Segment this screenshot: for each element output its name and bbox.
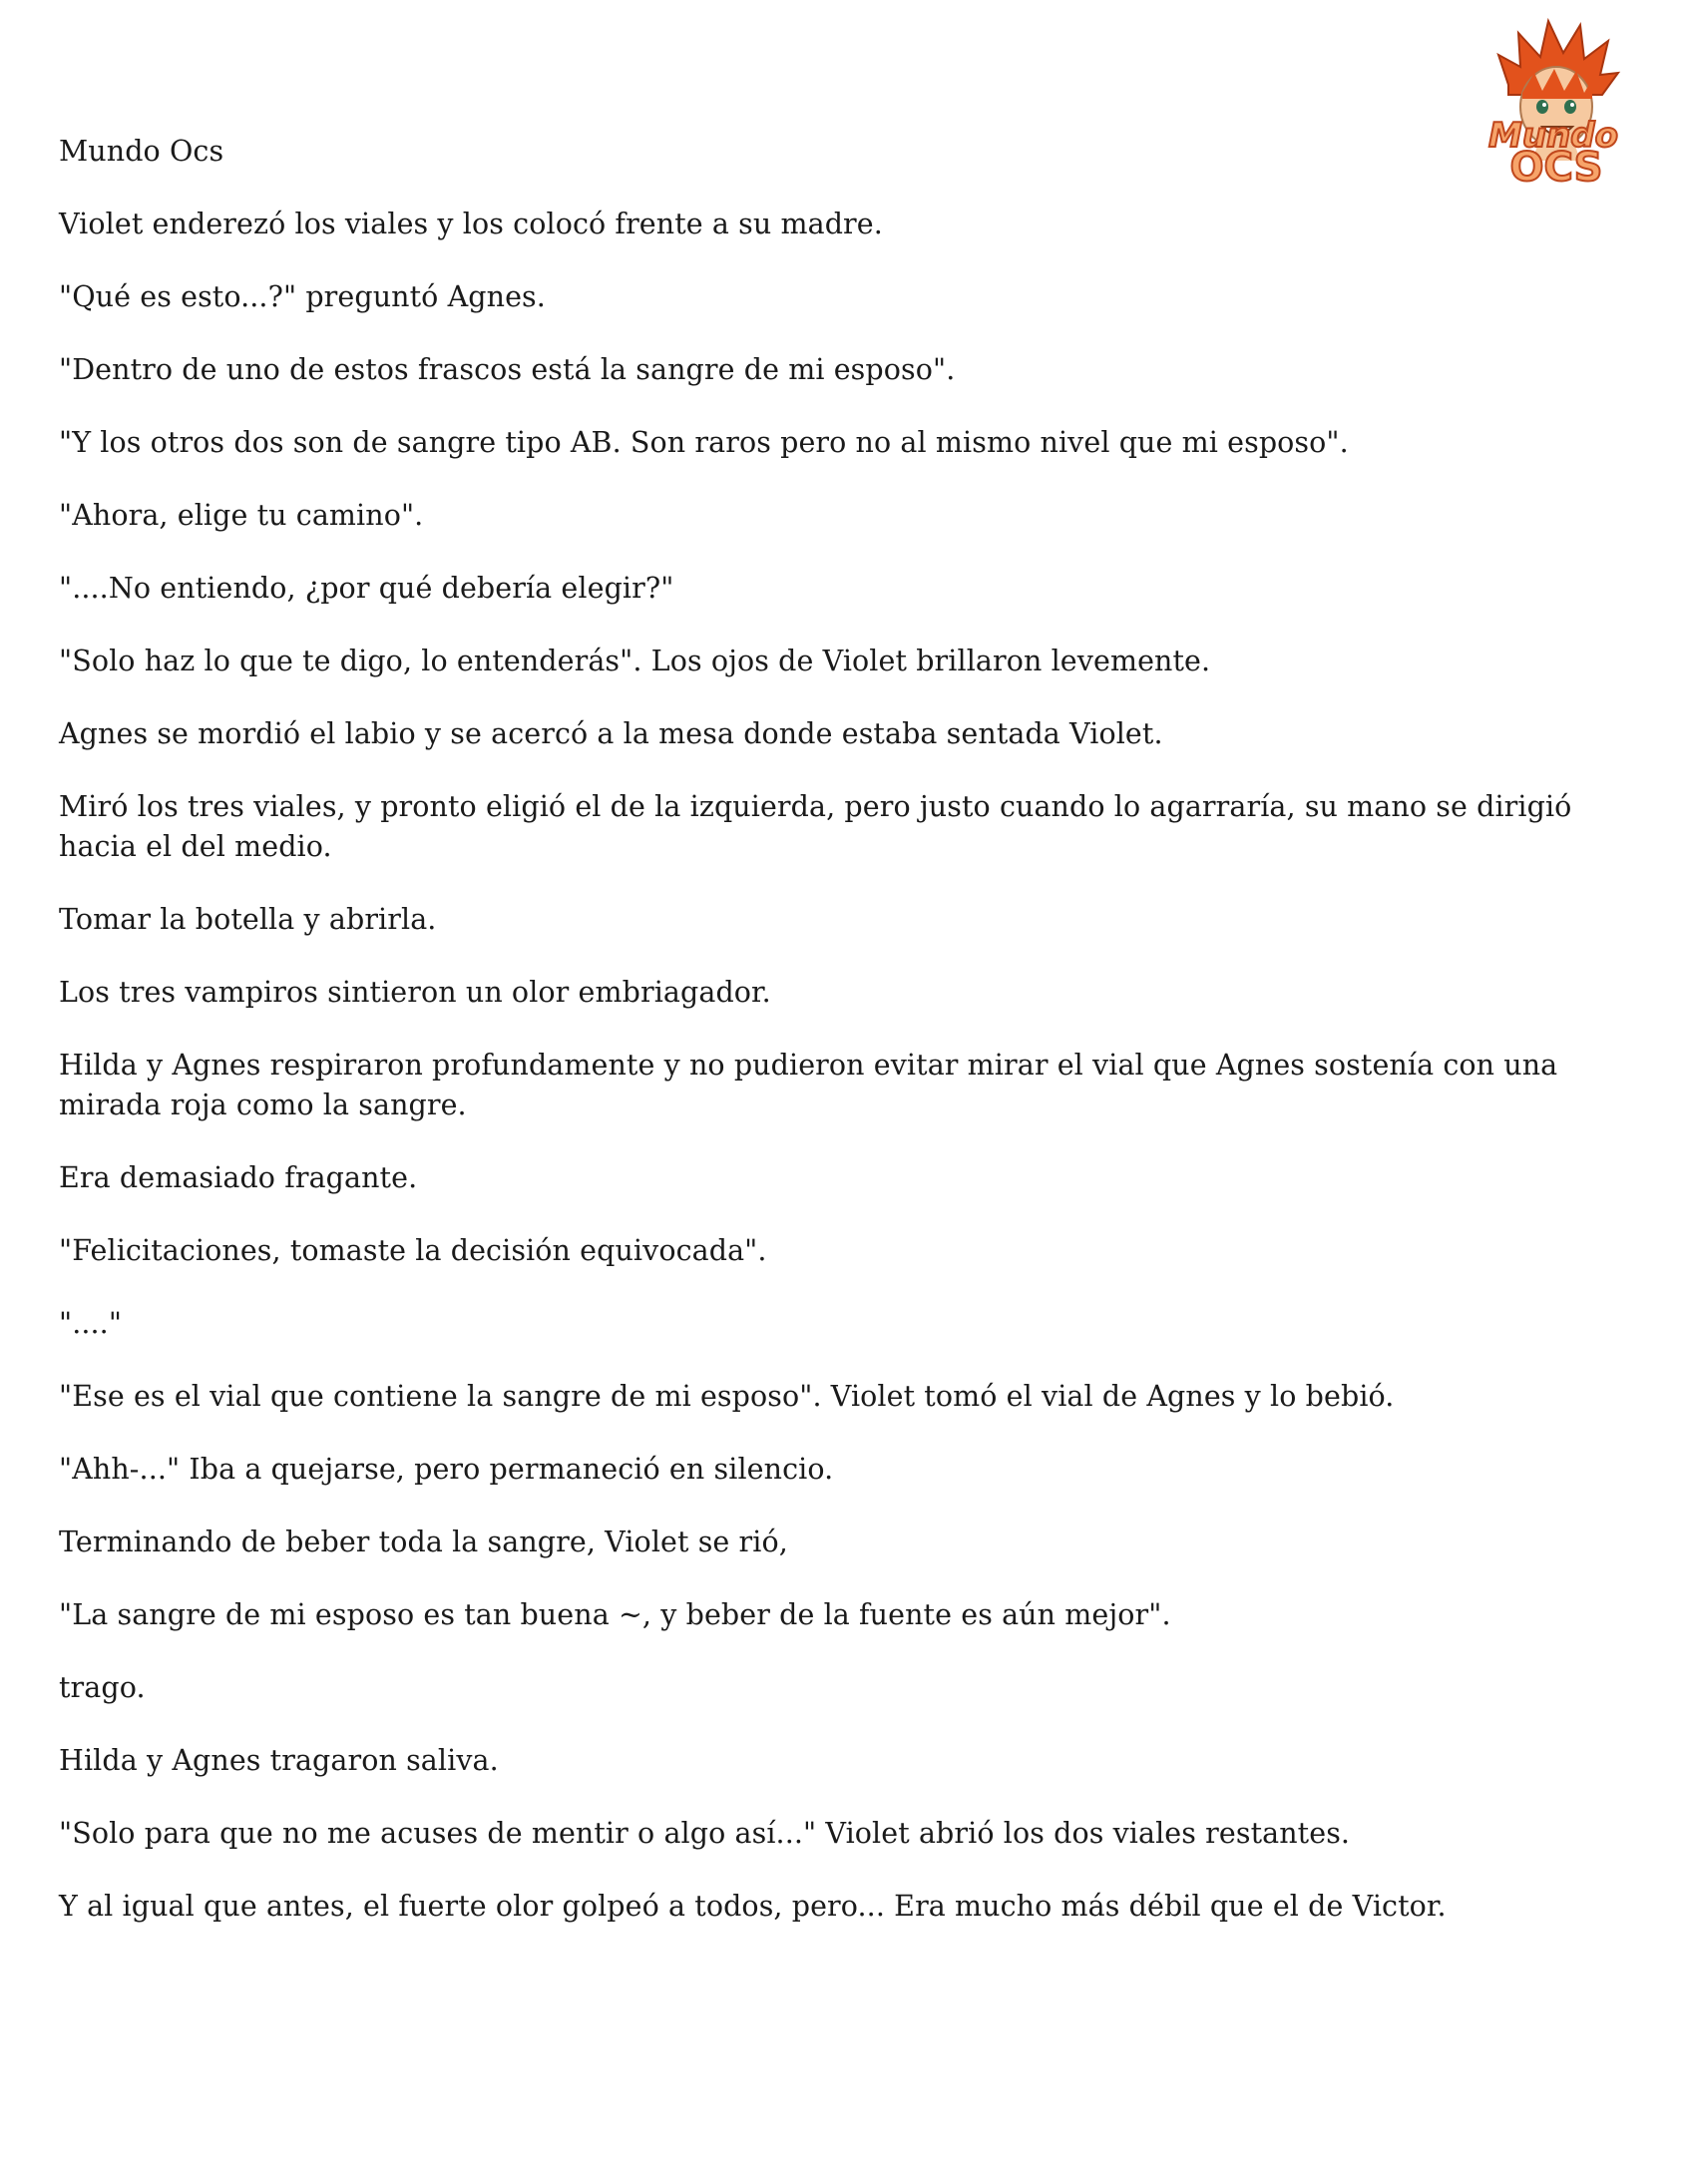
paragraph: "....No entiendo, ¿por qué debería elegir?"	[59, 572, 674, 605]
paragraph: "Solo haz lo que te digo, lo entenderás". Los ojos de Violet brillaron levemente.	[59, 645, 1211, 677]
paragraph: Hilda y Agnes respiraron profundamente y no pudieron evitar mirar el vial que Agnes sostenía con una mirada roja como la sangre.	[59, 1049, 1558, 1121]
paragraph: "Ese es el vial que contiene la sangre de mi esposo". Violet tomó el vial de Agnes y lo bebió.	[59, 1380, 1395, 1413]
paragraph: "Ahh-..." Iba a quejarse, pero permaneció en silencio.	[59, 1453, 834, 1486]
paragraph: Mundo Ocs	[59, 135, 224, 168]
paragraph: "Dentro de uno de estos frascos está la sangre de mi esposo".	[59, 353, 956, 386]
logo-text-line1: Mundo	[1488, 116, 1618, 156]
paragraph: "Felicitaciones, tomaste la decisión equivocada".	[59, 1234, 767, 1267]
paragraph: "...."	[59, 1307, 123, 1340]
logo-text-line2: OCS	[1509, 145, 1603, 185]
paragraph: trago.	[59, 1671, 146, 1704]
document-body	[59, 132, 1635, 1960]
paragraph: Los tres vampiros sintieron un olor embriagador.	[59, 976, 771, 1009]
paragraph: Violet enderezó los viales y los colocó frente a su madre.	[59, 208, 883, 240]
paragraph: Era demasiado fragante.	[59, 1161, 418, 1194]
paragraph: "Solo para que no me acuses de mentir o algo así..." Violet abrió los dos viales restantes.	[59, 1817, 1351, 1850]
paragraph: "Qué es esto...?" preguntó Agnes.	[59, 280, 546, 313]
paragraph: Agnes se mordió el labio y se acercó a la mesa donde estaba sentada Violet.	[59, 717, 1163, 750]
paragraph: Tomar la botella y abrirla.	[59, 903, 437, 936]
paragraph: Y al igual que antes, el fuerte olor golpeó a todos, pero... Era mucho más débil que el de Victor.	[59, 1890, 1447, 1923]
paragraph: Hilda y Agnes tragaron saliva.	[59, 1744, 499, 1777]
paragraph: "La sangre de mi esposo es tan buena ~, y beber de la fuente es aún mejor".	[59, 1598, 1171, 1631]
paragraph: Terminando de beber toda la sangre, Violet se rió,	[59, 1526, 788, 1558]
paragraph: "Y los otros dos son de sangre tipo AB. Son raros pero no al mismo nivel que mi esposo".	[59, 426, 1349, 459]
paragraph: Miró los tres viales, y pronto eligió el de la izquierda, pero justo cuando lo agarraría, su mano se dirigió hacia el del medio.	[59, 790, 1572, 863]
paragraph: "Ahora, elige tu camino".	[59, 499, 424, 532]
